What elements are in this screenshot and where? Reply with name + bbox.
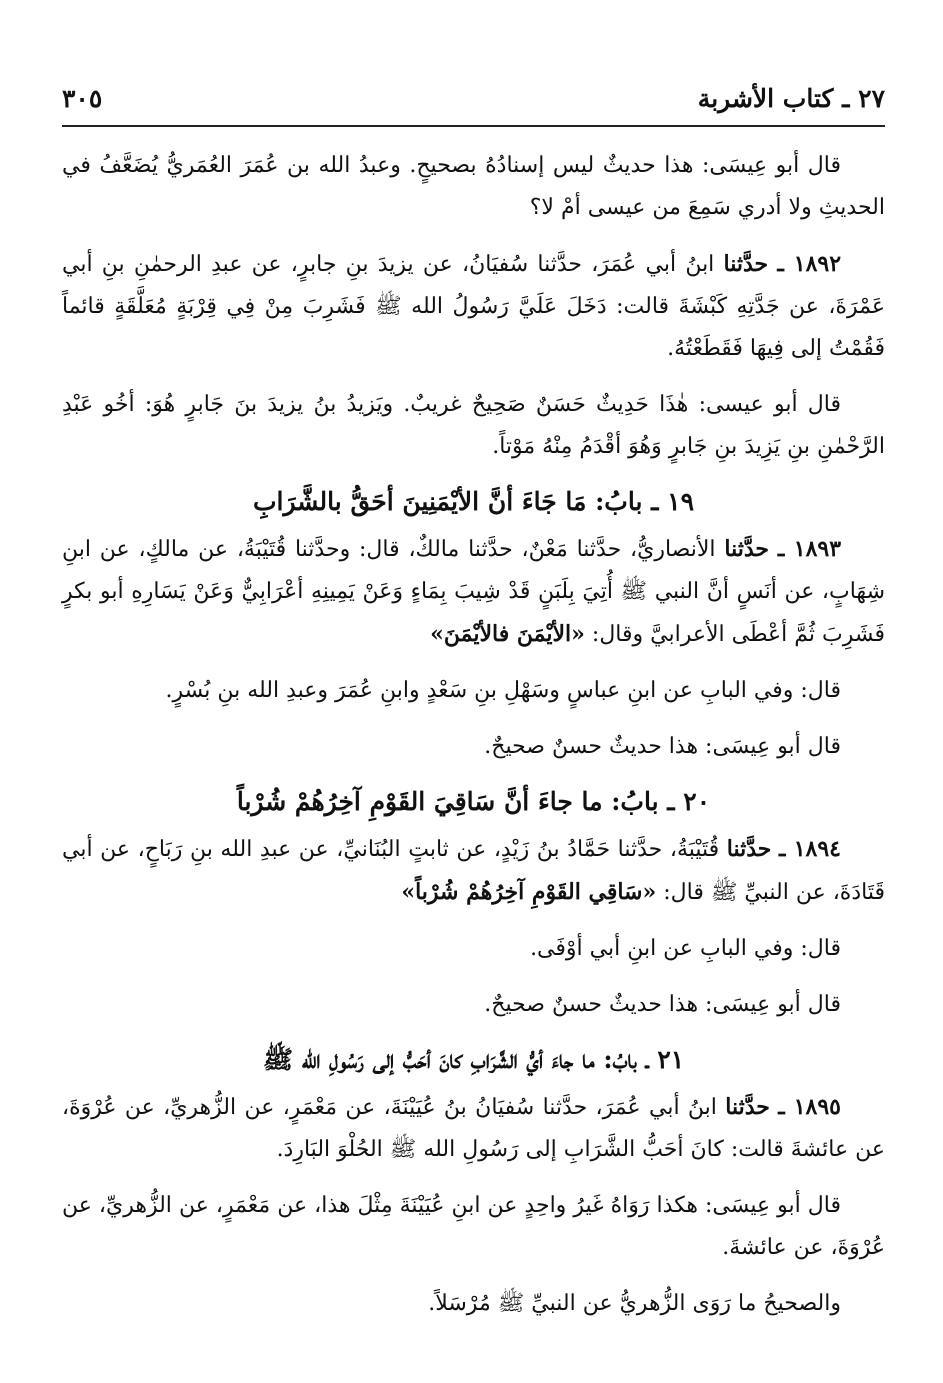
chapter-heading-19: ١٩ ـ بابُ: مَا جَاءَ أنَّ الأيْمَنِينَ أحَقُّ بالشَّرَابِ xyxy=(252,487,695,516)
page-number: ٣٠٥ xyxy=(62,83,103,113)
commentary-paragraph: قال أبو عِيسَى: هذا حديثٌ حسنٌ صحيحٌ. xyxy=(484,992,841,1017)
hadith-1895 xyxy=(62,1086,885,1171)
hadith-1894 xyxy=(62,828,885,914)
page-body xyxy=(62,145,885,1339)
hadith-number: ١٨٩٤ ـ xyxy=(779,836,841,862)
hadith-1893 xyxy=(62,528,885,656)
hadith-text: قُتَيْبَةُ، حدَّثنا حَمَّادُ بنُ زَيْدٍ، عن ثابتٍ البُنَانيِّ، عن عبدِ الله بنِ رَبَاحٍ، عن أبي قَتَادَةَ، عن النبيِّ ﷺ قال: xyxy=(62,837,885,905)
hadith-opening: حدَّثنا xyxy=(723,251,769,277)
commentary-paragraph: قال أبو عِيسَى: هكذا رَوَاهُ غَيرُ واحِدٍ عن ابنِ عُيَيْنَةَ مِثْلَ هذا، عن مَعْمَرٍ، عن الزُّهريِّ، عن عُرْوَةَ، عن عائشةَ. xyxy=(62,1193,885,1260)
hadith-text: ابنُ أبي عُمَرَ، حدَّثنا سُفيَانُ، عن يزيدَ بنِ جابرٍ، عن عبدِ الرحمٰنِ بنِ أبي عَمْرَةَ، عن جَدَّتِهِ كَبْشَةَ قالت: دَخَلَ عَلَيَّ رَسُولُ الله ﷺ فَشَرِبَ مِنْ فِي قِرْبَةٍ مُعَلَّقَةٍ قائماً فَقُمْتُ إلى فِيهَا فَقَطَعْتُهُ. xyxy=(62,252,885,361)
hadith-number: ١٨٩٣ ـ xyxy=(777,536,842,562)
page-header xyxy=(62,78,885,118)
commentary-paragraph: قال أبو عِيسَى: هذا حديثٌ حسنٌ صحيحٌ. xyxy=(484,734,841,759)
hadith-opening: حدَّثنا xyxy=(724,536,769,562)
hadith-number: ١٨٩٢ ـ xyxy=(777,251,842,277)
chapter-heading-20: ٢٠ ـ بابُ: ما جاءَ أنَّ سَاقِيَ القَوْمِ آخِرُهُمْ شُرْباً xyxy=(236,787,711,816)
commentary-paragraph: قال: وفي البابِ عن ابنِ عباسٍ وسَهْلِ بنِ سَعْدٍ وابنِ عُمَرَ وعبدِ الله بنِ بُسْرٍ. xyxy=(165,678,841,703)
prophetic-quote: «الأيْمَنَ فالأيْمَنَ» xyxy=(430,621,585,647)
hadith-number: ١٨٩٥ ـ xyxy=(778,1094,841,1120)
chapter-heading-21: ٢١ ـ بابُ: ما جاءَ أيُّ الشَّرَابِ كانَ أحَبُّ إلى رَسُولِ الله ﷺ xyxy=(262,1045,685,1074)
running-title: ٢٧ ـ كتاب الأشربة xyxy=(697,83,885,113)
hadith-text: ابنُ أبي عُمَرَ، حدَّثنا سُفيَانُ بنُ عُيَيْنَةَ، عن مَعْمَرٍ، عن الزُّهريِّ، عن عُرْوَةَ، عن عائشةَ قالت: كانَ أحَبُّ الشَّرَابِ إلى رَسُولِ الله ﷺ الحُلْوَ البَارِدَ. xyxy=(62,1095,885,1162)
hadith-text: الأنصاريُّ، حدَّثنا مَعْنٌ، حدَّثنا مالكٌ، قال: وحدَّثنا قُتَيْبَةُ، عن مالكٍ، عن ابنِ شِهَابٍ، عن أنَسٍ أنَّ النبي ﷺ أُتِيَ بِلَبَنٍ قَدْ شِيبَ بِمَاءٍ وَعَنْ يَمِينِهِ أعْرَابِيٌّ وَعَنْ يَسَارِهِ أبو بكرٍ فَشَرِبَ ثُمَّ أعْطَى الأعرابيَّ وقال: xyxy=(62,537,885,647)
hadith-1892 xyxy=(62,243,885,370)
commentary-paragraph: قال أبو عيسى: هٰذَا حَدِيثٌ حَسَنٌ صَحِيحٌ غريبٌ. ويَزيدُ بنُ يزيدَ بنَ جَابرٍ هُوَ: أخُو عَبْدِ الرَّحْمٰنِ بنِ يَزِيدَ بنِ جَابرٍ وَهُوَ أقْدَمُ مِنْهُ مَوْتاً. xyxy=(62,392,885,459)
prophetic-quote: «سَاقِي القَوْمِ آخِرُهُمْ شُرْباً» xyxy=(401,879,657,905)
hadith-opening: حدَّثنا xyxy=(726,836,772,862)
commentary-paragraph: والصحيحُ ما رَوَى الزُّهريُّ عن النبيِّ ﷺ مُرْسَلاً. xyxy=(428,1291,841,1316)
hadith-opening: حدَّثنا xyxy=(725,1094,770,1120)
header-rule xyxy=(62,125,885,127)
commentary-paragraph: قال أبو عِيسَى: هذا حديثٌ ليس إسنادُهُ بصحيحٍ. وعبدُ الله بن عُمَرَ العُمَريُّ يُضَعَّفُ في الحديثِ ولا أدري سَمِعَ من عيسى أمْ لا؟ xyxy=(62,153,885,220)
commentary-paragraph: قال: وفي البابِ عن ابنِ أبي أوْفَى. xyxy=(530,936,841,961)
